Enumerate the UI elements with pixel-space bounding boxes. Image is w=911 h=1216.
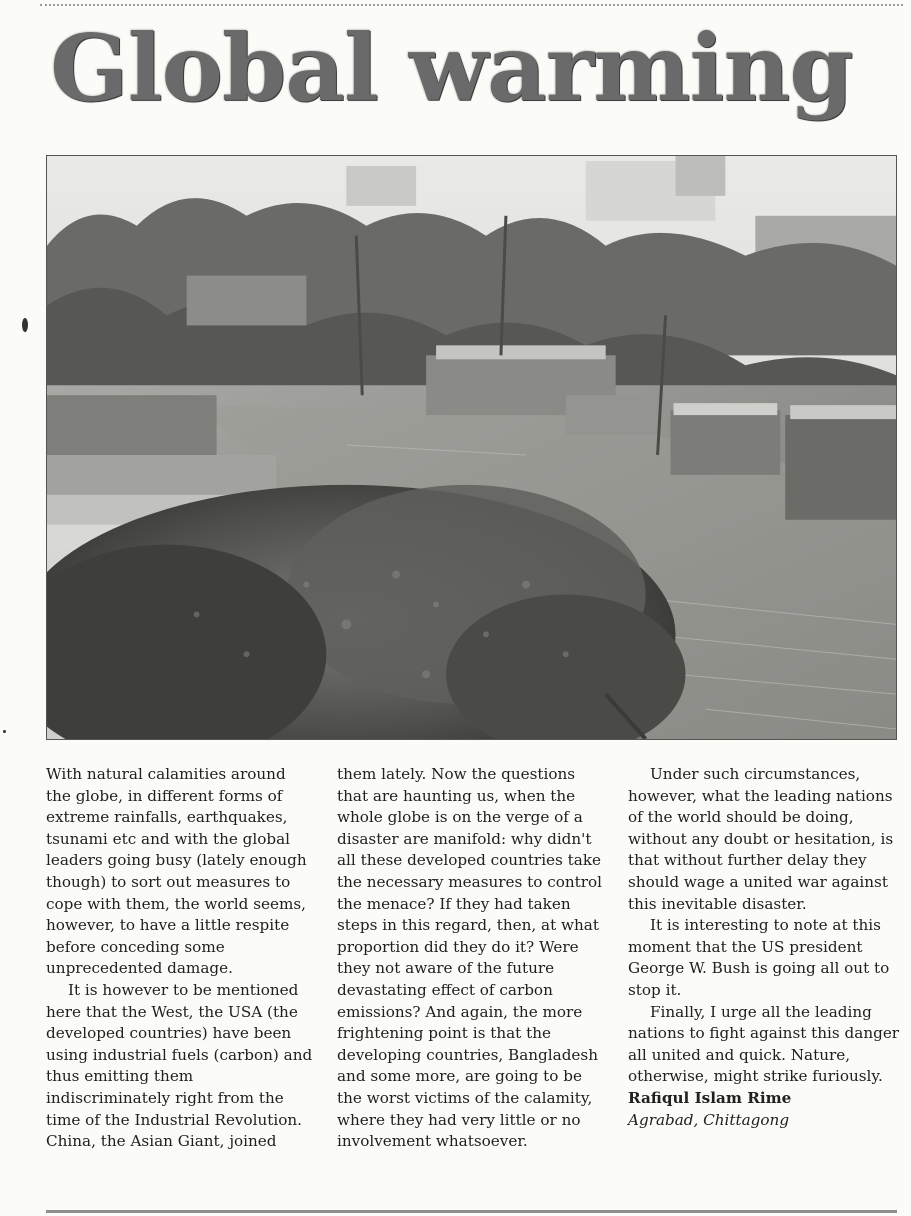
paragraph: Under such circumstances, however, what the leading nations of the world should be doing, without any doubt or hesitation, is that without further delay they should wage a united war against this inevitable disaster. bbox=[628, 765, 894, 913]
print-speck bbox=[3, 730, 6, 733]
paragraph: With natural calamities around the globe, in different forms of extreme rainfalls, earthquakes, tsunami etc and with the global leaders going busy (lately enough though) to sort out measures to cope with them, the world seems, however, to have a little respite before conceding some unprecedented damage. bbox=[46, 765, 307, 978]
author-name: Rafiqul Islam Rime bbox=[628, 1088, 792, 1107]
paragraph: them lately. Now the questions that are haunting us, when the whole globe is on the verge of a disaster are manifold: why didn't all these developed countries take the necessary measures to control the menace? If they had taken steps in this regard, then, at what proportion did they do it? Were they not aware of the future devastating effect of carbon emissions? And again, the more frightening point is that the developing countries, Bangladesh and some more, are going to be the worst victims of the calamity, where they had very little or no involvement whatsoever. bbox=[337, 765, 603, 1151]
paragraph: It is however to be mentioned here that the West, the USA (the developed countries) have been using industrial fuels (carbon) and thus emitting them indiscriminately right from the time of the Industrial Revolution. China, the Asian Giant, joined bbox=[46, 980, 313, 1151]
paragraph: It is interesting to note at this moment that the US president George W. Bush is going all out to stop it. bbox=[628, 916, 890, 999]
article-column-1 bbox=[46, 764, 314, 1153]
flood-photo-image bbox=[47, 156, 896, 739]
article-column-2 bbox=[337, 764, 609, 1153]
print-speck bbox=[22, 318, 28, 332]
bottom-rule bbox=[46, 1210, 897, 1213]
flood-photo bbox=[46, 155, 897, 740]
article-headline: Global warming bbox=[50, 14, 853, 122]
paragraph: Finally, I urge all the leading nations to fight against this danger all united and quick. Nature, otherwise, might strike furiously. bbox=[628, 1002, 900, 1086]
top-dotted-rule bbox=[40, 4, 903, 6]
author-location: Agrabad, Chittagong bbox=[628, 1110, 790, 1129]
article-column-3 bbox=[628, 764, 900, 1131]
